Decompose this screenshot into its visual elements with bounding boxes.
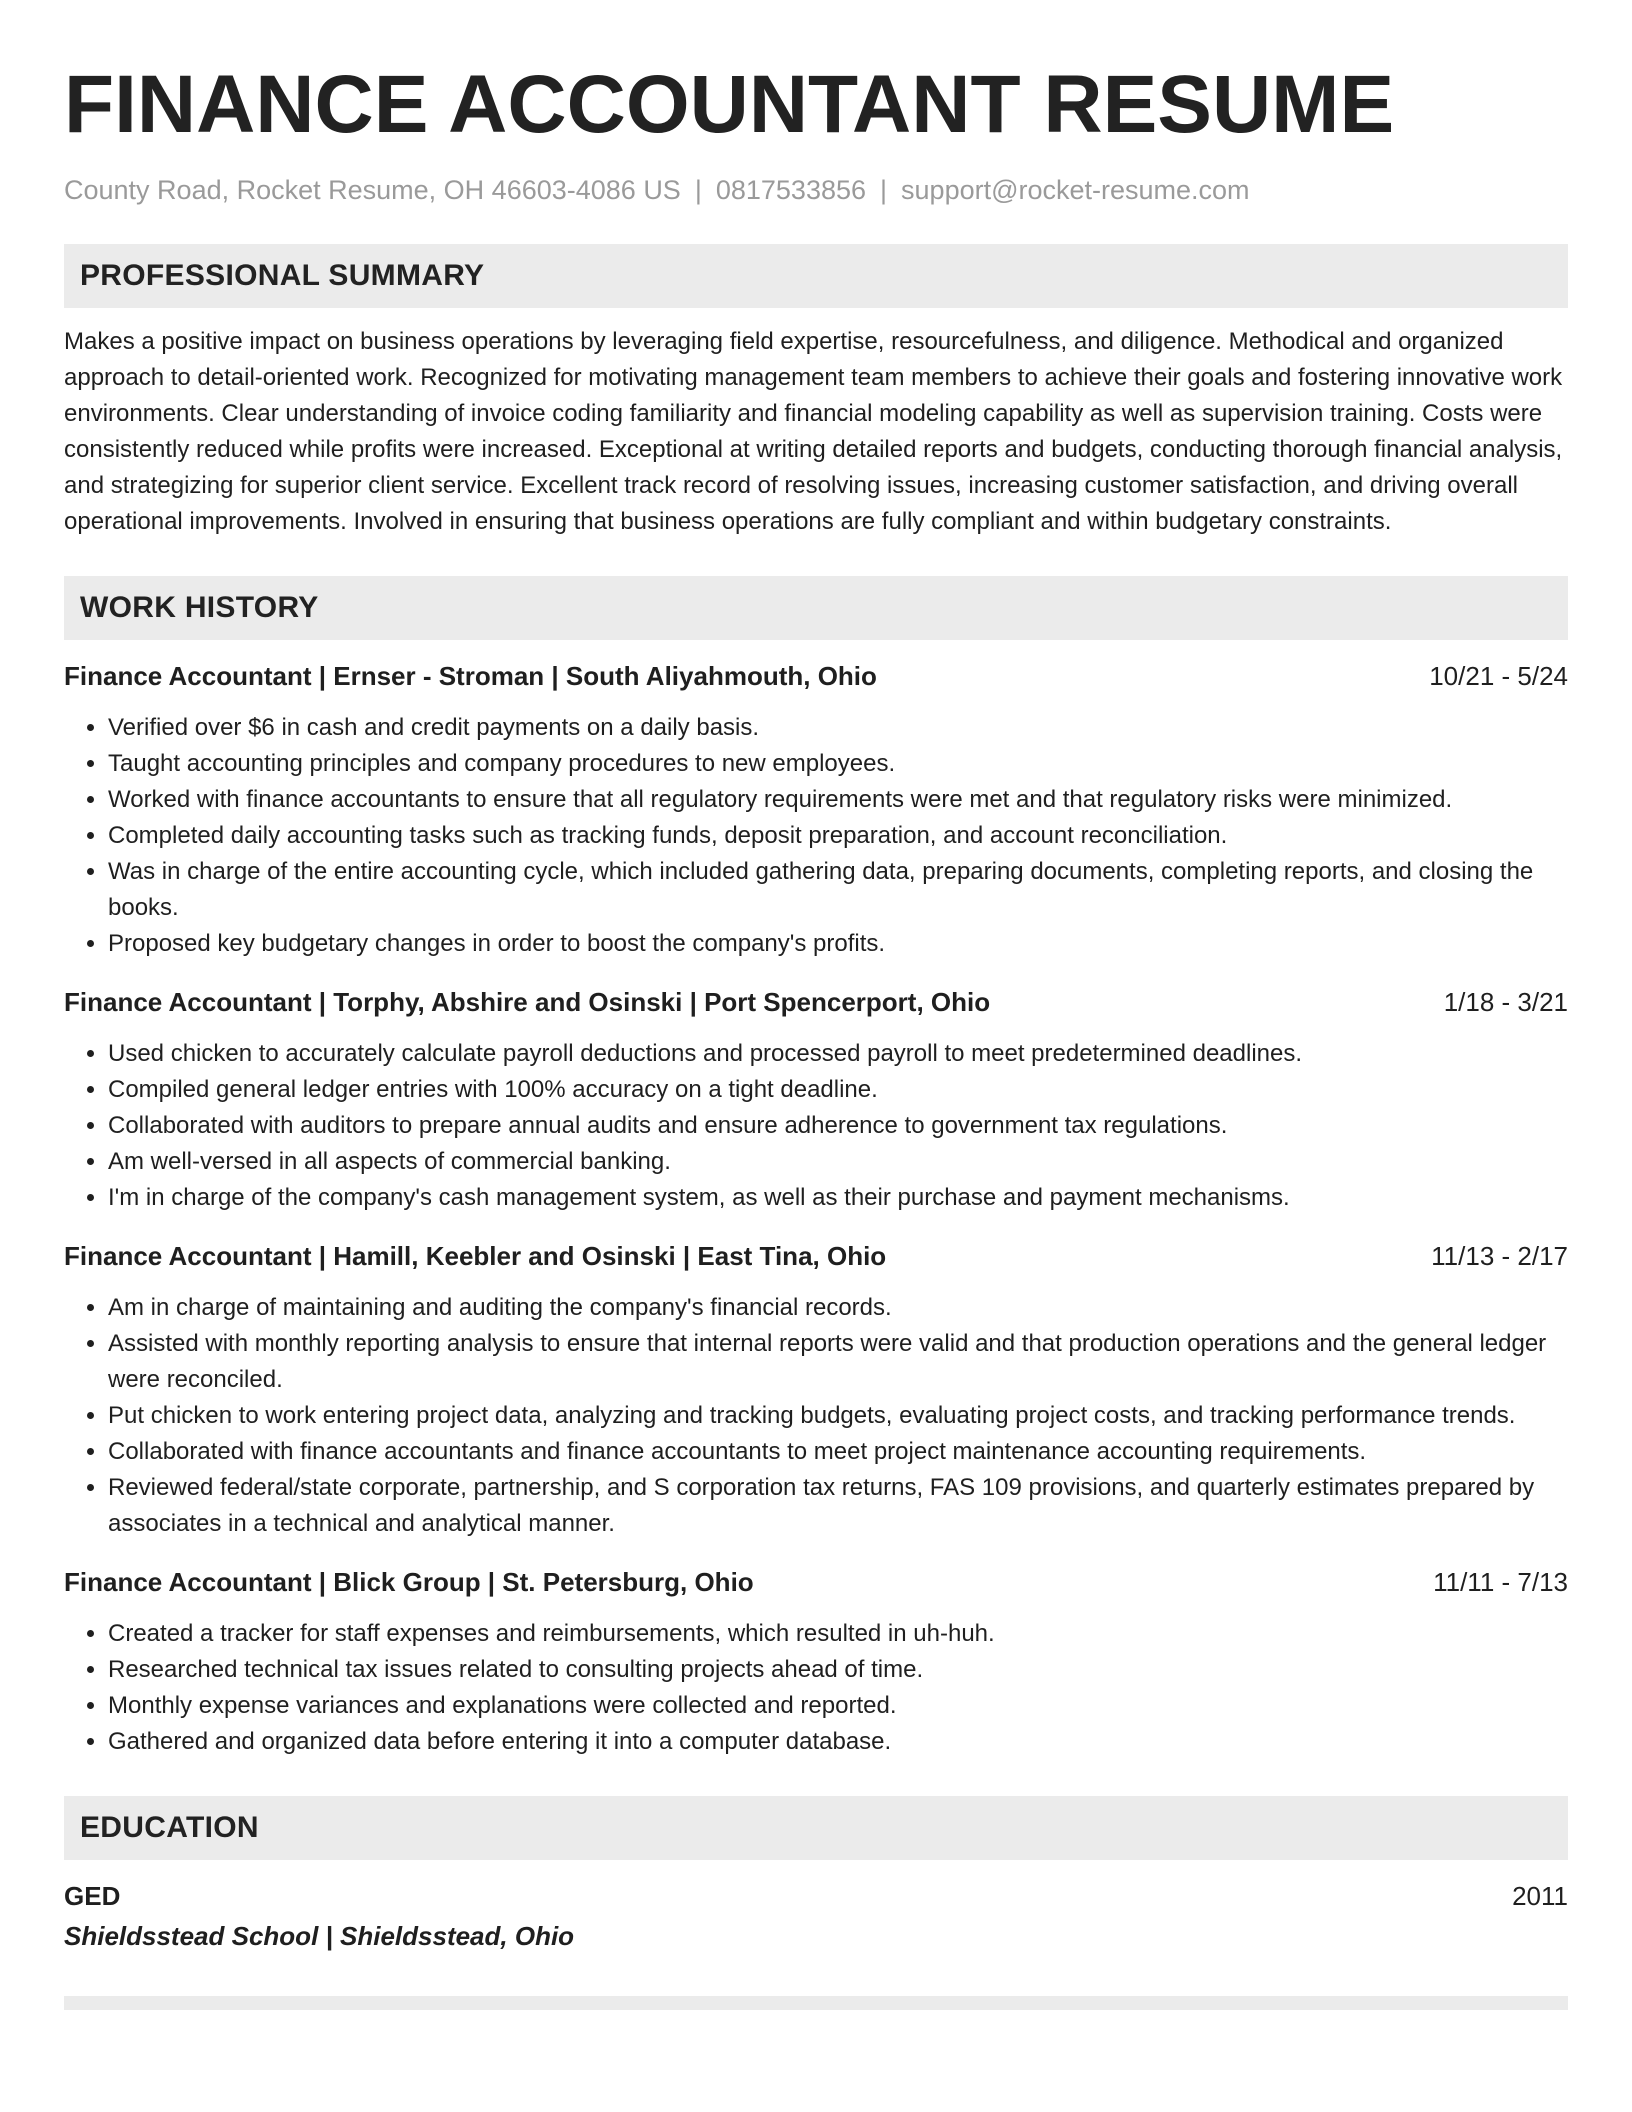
job-dates: 11/11 - 7/13 xyxy=(1433,1567,1568,1597)
job-dates: 1/18 - 3/21 xyxy=(1443,987,1568,1017)
job-entry xyxy=(64,984,1568,1216)
job-bullet-list xyxy=(64,1616,1568,1760)
contact-separator: | xyxy=(880,175,888,205)
job-bullet: • Put chicken to work entering project data, analyzing and tracking budgets, evaluating project costs, and tracking performance trends. xyxy=(108,1398,1568,1434)
job-title: Finance Accountant | Blick Group | St. Petersburg, Ohio xyxy=(64,1567,754,1597)
job-bullet: • Monthly expense variances and explanations were collected and reported. xyxy=(108,1688,1568,1724)
job-header xyxy=(64,984,1568,1020)
job-bullet: • Am well-versed in all aspects of commercial banking. xyxy=(108,1144,1568,1180)
education-entry xyxy=(64,1878,1568,1914)
job-bullet: • Collaborated with auditors to prepare annual audits and ensure adherence to government tax regulations. xyxy=(108,1108,1568,1144)
job-title: Finance Accountant | Torphy, Abshire and Osinski | Port Spencerport, Ohio xyxy=(64,987,991,1017)
job-bullet: • Verified over $6 in cash and credit payments on a daily basis. xyxy=(108,710,1568,746)
contact-email[interactable]: support@rocket-resume.com xyxy=(901,175,1250,205)
contact-address: County Road, Rocket Resume, OH 46603-4086 US xyxy=(64,175,681,205)
resume-title: FINANCE ACCOUNTANT RESUME xyxy=(64,59,1395,150)
contact-line xyxy=(64,172,1568,208)
job-bullet: • Collaborated with finance accountants and finance accountants to meet project maintenance accounting requirements. xyxy=(108,1434,1568,1470)
job-bullet: • Assisted with monthly reporting analysis to ensure that internal reports were valid and that production operations and the general ledger were reconciled. xyxy=(108,1326,1568,1398)
contact-separator: | xyxy=(694,175,702,205)
job-bullet: • Reviewed federal/state corporate, partnership, and S corporation tax returns, FAS 109 provisions, and quarterly estimates prepared by associates in a technical and analytical manner. xyxy=(108,1470,1568,1542)
job-bullet-list xyxy=(64,1036,1568,1216)
job-bullet: • I'm in charge of the company's cash management system, as well as their purchase and payment mechanisms. xyxy=(108,1180,1568,1216)
job-bullet: • Used chicken to accurately calculate payroll deductions and processed payroll to meet predetermined deadlines. xyxy=(108,1036,1568,1072)
job-entry xyxy=(64,1564,1568,1760)
job-dates: 10/21 - 5/24 xyxy=(1429,661,1568,691)
job-bullet: • Created a tracker for staff expenses and reimbursements, which resulted in uh-huh. xyxy=(108,1616,1568,1652)
job-bullet-list xyxy=(64,710,1568,962)
job-entry xyxy=(64,658,1568,962)
section-heading-work-history: WORK HISTORY xyxy=(64,576,1568,640)
work-history-list xyxy=(64,658,1568,1760)
job-bullet: • Taught accounting principles and company procedures to new employees. xyxy=(108,746,1568,782)
next-section-band xyxy=(64,1996,1568,2010)
education-year: 2011 xyxy=(1512,1881,1568,1911)
education-degree: GED xyxy=(64,1881,121,1911)
job-title: Finance Accountant | Ernser - Stroman | South Aliyahmouth, Ohio xyxy=(64,661,877,691)
contact-phone: 0817533856 xyxy=(715,175,867,205)
job-header xyxy=(64,1564,1568,1600)
job-bullet: • Proposed key budgetary changes in order to boost the company's profits. xyxy=(108,926,1568,962)
summary-text: Makes a positive impact on business operations by leveraging field expertise, resourcefulness, and diligence. Methodical and organized approach to detail-oriented work. Recognized for motivating management team members to achieve their goals and fostering innovative work environments. Clear understanding of invoice coding familiarity and financial modeling capability as well as supervision training. Costs were consistently reduced while profits were increased. Exceptional at writing detailed reports and budgets, conducting thorough financial analysis, and strategizing for superior client service. Excellent track record of resolving issues, increasing customer satisfaction, and driving overall operational improvements. Involved in ensuring that business operations are fully compliant and within budgetary constraints. xyxy=(64,328,1563,535)
job-header xyxy=(64,658,1568,694)
education-school: Shieldsstead School | Shieldsstead, Ohio xyxy=(64,1921,575,1951)
job-bullet: • Completed daily accounting tasks such as tracking funds, deposit preparation, and account reconciliation. xyxy=(108,818,1568,854)
job-title: Finance Accountant | Hamill, Keebler and Osinski | East Tina, Ohio xyxy=(64,1241,887,1271)
job-bullet: • Worked with finance accountants to ensure that all regulatory requirements were met and that regulatory risks were minimized. xyxy=(108,782,1568,818)
job-bullet: • Gathered and organized data before entering it into a computer database. xyxy=(108,1724,1568,1760)
job-entry xyxy=(64,1238,1568,1542)
job-bullet: • Am in charge of maintaining and auditing the company's financial records. xyxy=(108,1290,1568,1326)
section-heading-education: EDUCATION xyxy=(64,1796,1568,1860)
job-bullet-list xyxy=(64,1290,1568,1542)
job-bullet: • Was in charge of the entire accounting cycle, which included gathering data, preparing documents, completing reports, and closing the books. xyxy=(108,854,1568,926)
job-dates: 11/13 - 2/17 xyxy=(1431,1241,1568,1271)
job-bullet: • Researched technical tax issues related to consulting projects ahead of time. xyxy=(108,1652,1568,1688)
job-bullet: • Compiled general ledger entries with 100% accuracy on a tight deadline. xyxy=(108,1072,1568,1108)
section-heading-summary: PROFESSIONAL SUMMARY xyxy=(64,244,1568,308)
job-header xyxy=(64,1238,1568,1274)
